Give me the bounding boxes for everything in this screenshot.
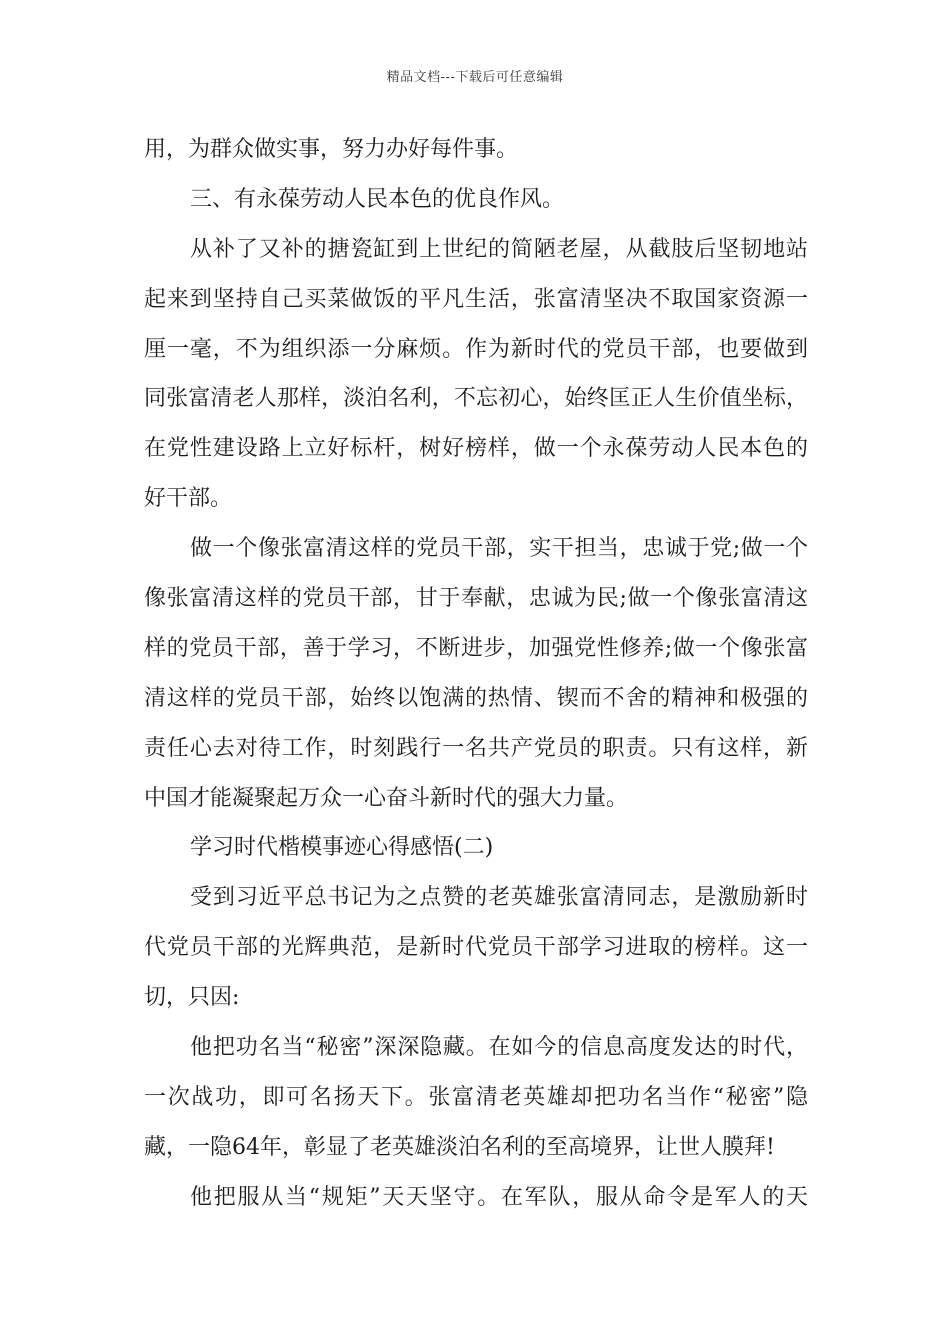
text-line: 三、有永葆劳动人民本色的优良作风。 bbox=[190, 186, 565, 212]
text-line: 一次战功，即可名扬天下。张富清老英雄却把功名当作“秘密”隐 bbox=[144, 1084, 808, 1110]
text-line: 藏，一隐64年，彰显了老英雄淡泊名利的至高境界，让世人膜拜! bbox=[144, 1134, 775, 1160]
text-line: 厘一毫，不为组织添一分麻烦。作为新时代的党员干部，也要做到 bbox=[144, 336, 808, 362]
text-line: 好干部。 bbox=[144, 486, 233, 512]
text-line: 做一个像张富清这样的党员干部，实干担当，忠诚于党;做一个 bbox=[190, 536, 808, 562]
text-line: 用，为群众做实事，努力办好每件事。 bbox=[144, 137, 519, 162]
document-body bbox=[144, 131, 808, 1229]
text-line: 在党性建设路上立好标杆，树好榜样，做一个永葆劳动人民本色的 bbox=[144, 436, 808, 462]
text-line: 样的党员干部，善于学习，不断进步，加强党性修养;做一个像张富 bbox=[144, 635, 808, 661]
text-line: 他把服从当“规矩”天天坚守。在军队，服从命令是军人的天 bbox=[190, 1184, 808, 1210]
text-line: 他把功名当“秘密”深深隐藏。在如今的信息高度发达的时代， bbox=[190, 1035, 808, 1061]
text-line: 中国才能凝聚起万众一心奋斗新时代的强大力量。 bbox=[144, 785, 629, 811]
text-line: 从补了又补的搪瓷缸到上世纪的简陋老屋，从截肢后坚韧地站 bbox=[190, 236, 808, 262]
text-line: 清这样的党员干部，始终以饱满的热情、锲而不舍的精神和极强的 bbox=[144, 685, 808, 711]
text-line: 代党员干部的光辉典范，是新时代党员干部学习进取的榜样。这一 bbox=[144, 935, 808, 961]
text-line: 学习时代楷模事迹心得感悟(二) bbox=[190, 835, 494, 861]
text-line: 责任心去对待工作，时刻践行一名共产党员的职责。只有这样，新 bbox=[144, 735, 808, 761]
text-line: 像张富清这样的党员干部，甘于奉献，忠诚为民;做一个像张富清这 bbox=[144, 586, 808, 612]
text-line: 切，只因: bbox=[144, 985, 240, 1011]
text-line: 起来到坚持自己买菜做饭的平凡生活，张富清坚决不取国家资源一 bbox=[144, 286, 808, 312]
text-line: 同张富清老人那样，淡泊名利，不忘初心，始终匡正人生价值坐标， bbox=[144, 386, 808, 412]
page-header: 精品文档---下载后可任意编辑 bbox=[386, 70, 564, 85]
text-line: 受到习近平总书记为之点赞的老英雄张富清同志，是激励新时 bbox=[190, 885, 808, 911]
